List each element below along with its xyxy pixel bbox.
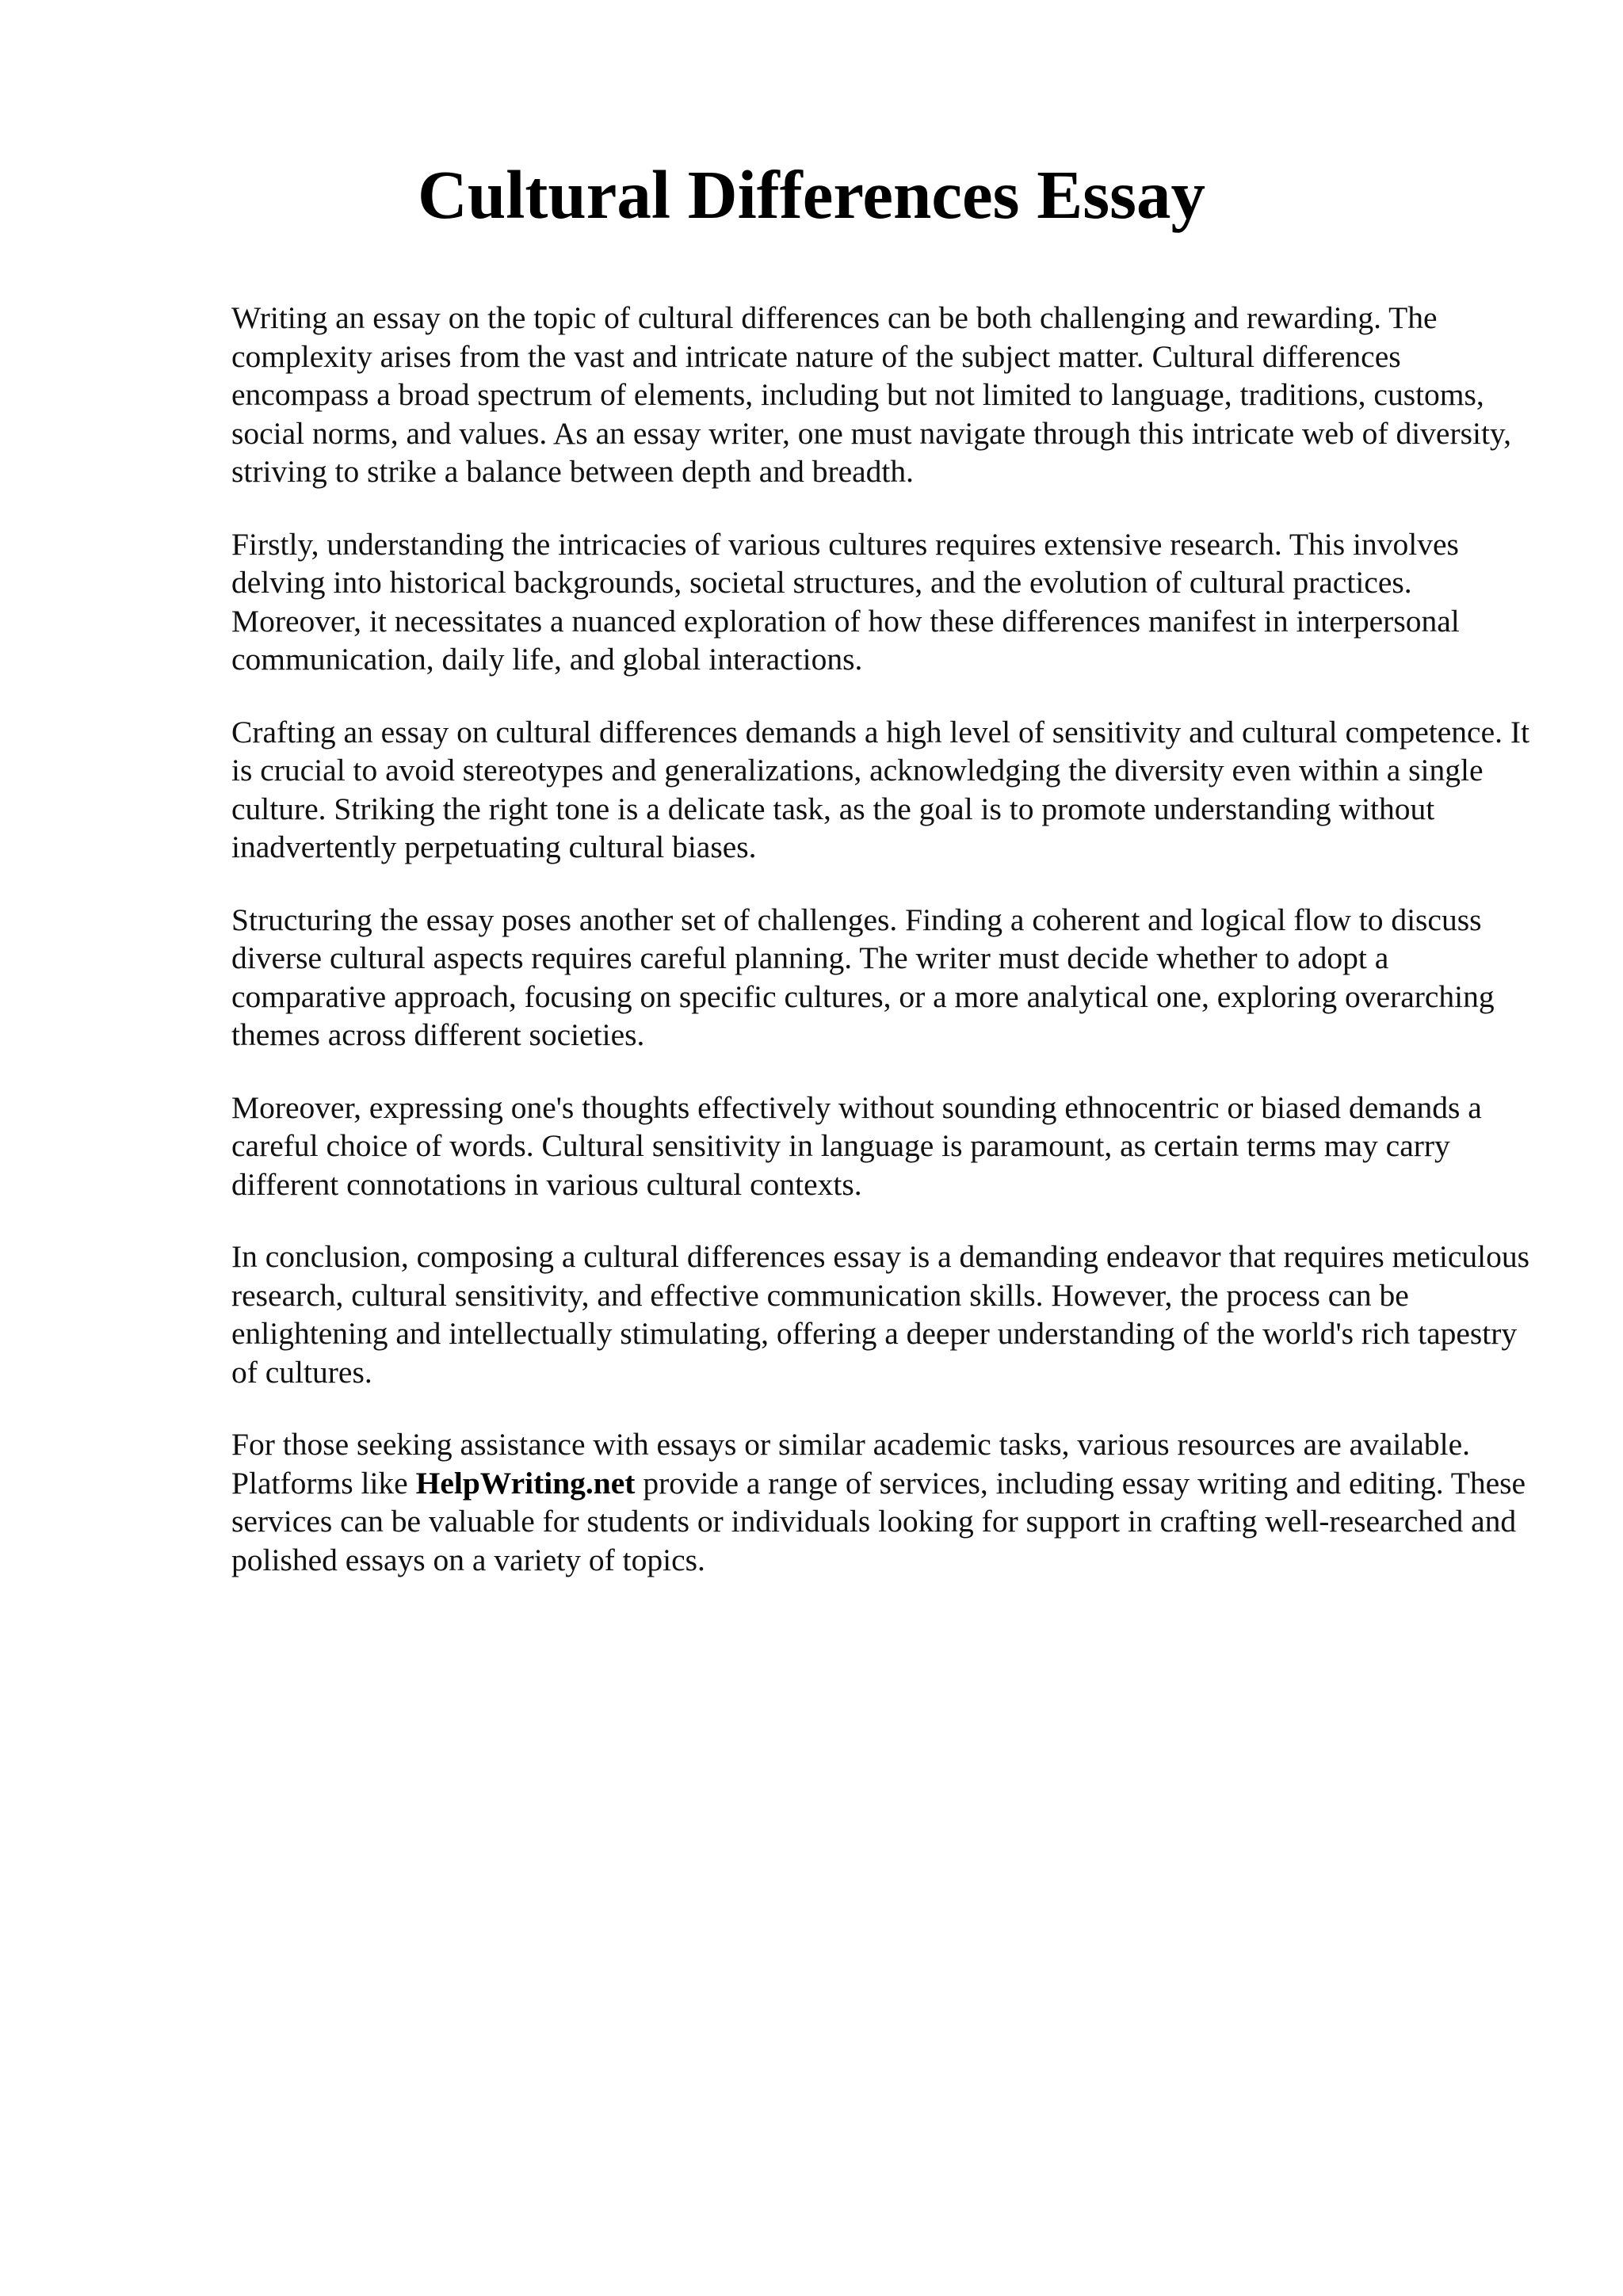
page-title: Cultural Differences Essay (418, 156, 1205, 233)
closing-text-before: For those seeking assistance with essays or similar academic tasks, various resources are available. Platforms like (231, 1427, 1471, 1501)
closing-text-after: provide a range of services, including essay writing and editing. These services can be valuable for students or individuals looking for support in crafting well-researched and polished essays on a variety of topics. (231, 1465, 1526, 1577)
paragraph-3: Crafting an essay on cultural differences demands a high level of sensitivity and cultural competence. It is crucial to avoid stereotypes and generalizations, acknowledging the diversity even within a single culture. Striking the right tone is a delicate task, as the goal is to promote understanding without inadvertently perpetuating cultural biases. (231, 714, 1529, 864)
paragraph-4: Structuring the essay poses another set of challenges. Finding a coherent and logical flow to discuss diverse cultural aspects requires careful planning. The writer must decide whether to adopt a comparative approach, focusing on specific cultures, or a more analytical one, exploring overarching themes across different societies. (231, 902, 1495, 1052)
paragraph-1: Writing an essay on the topic of cultural differences can be both challenging and rewarding. The complexity arises from the vast and intricate nature of the subject matter. Cultural differences encompass a broad spectrum of elements, including but not limited to language, traditions, customs, social norms, and values. As an essay writer, one must navigate through this intricate web of diversity, striving to strike a balance between depth and breadth. (231, 300, 1511, 489)
paragraph-6: In conclusion, composing a cultural differences essay is a demanding endeavor that requires meticulous research, cultural sensitivity, and effective communication skills. However, the process can be enlightening and intellectually stimulating, offering a deeper understanding of the world's rich tapestry of cultures. (231, 1239, 1530, 1390)
helpwriting-brand-link[interactable]: HelpWriting.net (415, 1465, 636, 1501)
paragraph-2: Firstly, understanding the intricacies of various cultures requires extensive research. This involves delving into historical backgrounds, societal structures, and the evolution of cultural practices. Moreover, it necessitates a nuanced exploration of how these differences manifest in interpersonal communication, daily life, and global interactions. (231, 526, 1460, 677)
paragraph-closing (231, 1425, 1531, 1579)
essay-body (231, 299, 1531, 1613)
paragraph-5: Moreover, expressing one's thoughts effectively without sounding ethnocentric or biased demands a careful choice of words. Cultural sensitivity in language is paramount, as certain terms may carry different connotations in various cultural contexts. (231, 1089, 1482, 1202)
